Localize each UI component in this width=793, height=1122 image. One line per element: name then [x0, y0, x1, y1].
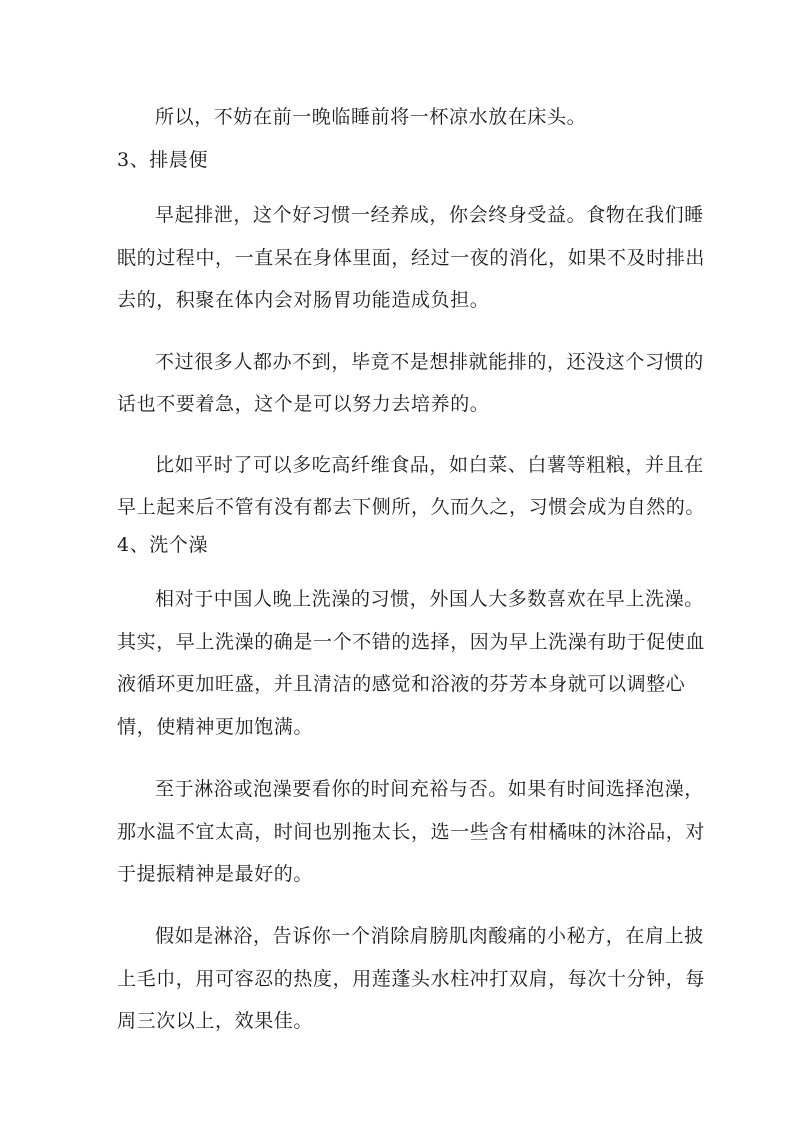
paragraph-line: 早上起来后不管有没有都去下侧所，久而久之，习惯会成为自然的。 — [117, 496, 706, 518]
paragraph-line: 话也不要着急，这个是可以努力去培养的。 — [117, 393, 490, 415]
paragraph-line: 上毛巾，用可容忍的热度，用莲蓬头水柱冲打双肩，每次十分钟，每 — [117, 968, 706, 990]
paragraph-line: 相对于中国人晚上洗澡的习惯，外国人大多数喜欢在早上洗澡。 — [155, 588, 704, 610]
paragraph-line: 周三次以上，效果佳。 — [117, 1010, 314, 1032]
section-heading: 4、洗个澡 — [117, 534, 209, 556]
paragraph-line: 那水温不宜太高，时间也别拖太长，选一些含有柑橘味的沐浴品，对 — [117, 821, 706, 843]
paragraph-line: 早起排泄，这个好习惯一经养成，你会终身受益。食物在我们睡 — [155, 204, 704, 226]
paragraph-line: 液循环更加旺盛，并且清洁的感觉和浴液的芬芳本身就可以调整心 — [117, 673, 686, 695]
paragraph-line: 情，使精神更加饱满。 — [117, 716, 314, 738]
paragraph-line: 至于淋浴或泡澡要看你的时间充裕与否。如果有时间选择泡澡， — [155, 778, 704, 800]
paragraph-line: 所以，不妨在前一晚临睡前将一杯凉水放在床头。 — [155, 106, 587, 128]
paragraph-line: 比如平时了可以多吃高纤维食品，如白菜、白薯等粗粮，并且在 — [155, 454, 704, 476]
paragraph-line: 眠的过程中，一直呆在身体里面，经过一夜的消化，如果不及时排出 — [117, 247, 706, 269]
paragraph-line: 不过很多人都办不到，毕竟不是想排就能排的，还没这个习惯的 — [155, 351, 704, 373]
paragraph-line: 其实，早上洗澡的确是一个不错的选择，因为早上洗澡有助于促使血 — [117, 631, 706, 653]
paragraph-line: 假如是淋浴，告诉你一个消除肩膀肌肉酸痛的小秘方，在肩上披 — [155, 925, 704, 947]
paragraph-line: 于提振精神是最好的。 — [117, 863, 314, 885]
section-heading: 3、排晨便 — [117, 149, 209, 171]
paragraph-line: 去的，积聚在体内会对肠胃功能造成负担。 — [117, 289, 490, 311]
